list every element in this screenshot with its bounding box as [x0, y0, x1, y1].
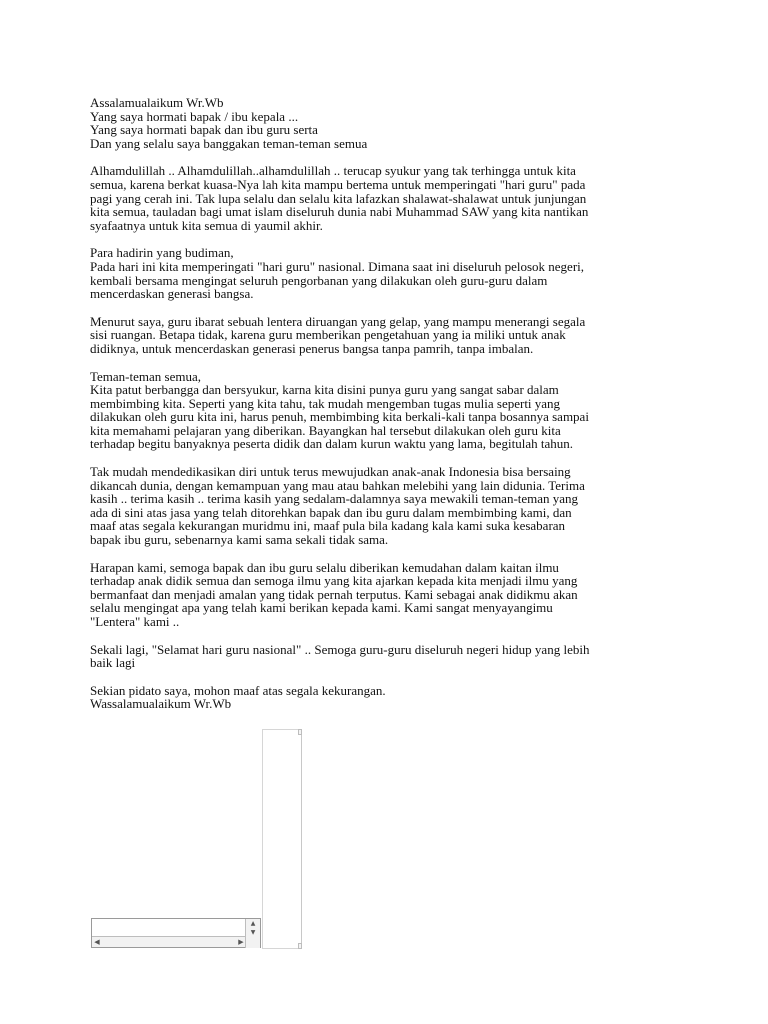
text-line: kita memahami pelajaran yang diberikan. Bayangkan hal tersebut dilakukan oleh guru kita	[90, 422, 561, 438]
text-line: didiknya, untuk mencerdaskan generasi penerus bangsa tanpa pamrih, tanpa imbalan.	[90, 340, 534, 356]
paragraph	[90, 164, 680, 232]
text-line: Para hadirin yang budiman,	[90, 245, 234, 261]
scroll-up-icon[interactable]: ▲	[250, 920, 256, 927]
paragraph	[90, 643, 680, 670]
text-line: sisi ruangan. Betapa tidak, karena guru memberikan pengetahuan yang ia miliki untuk anak	[90, 327, 566, 343]
text-line: semua, karena berkat kuasa-Nya lah kita mampu bertema untuk memperingati "hari guru" pada	[90, 176, 586, 192]
text-line: selalu mengingat apa yang telah kami berikan kepada kami. Kami sangat menyayangimu	[90, 600, 553, 616]
text-line: Assalamualaikum Wr.Wb	[90, 95, 224, 110]
text-line: baik lagi	[90, 655, 136, 671]
text-line: mencerdaskan generasi bangsa.	[90, 286, 254, 302]
text-line: kita semua, tauladan bagi umat islam diseluruh dunia nabi Muhammad SAW yang kita nantikan	[90, 204, 589, 220]
vertical-scrollbar[interactable]	[245, 919, 260, 948]
scroll-left-icon[interactable]: ◀	[94, 938, 100, 946]
text-line: dilakukan oleh guru kita ini, harus penuh, membimbing kita berkali-kali tanpa bosannya sampai	[90, 409, 589, 425]
scroll-up-nub[interactable]	[298, 729, 302, 735]
text-line: Alhamdulillah .. Alhamdulillah..alhamdulillah .. terucap syukur yang tak terhingga untuk kita	[90, 163, 576, 179]
paragraph	[90, 684, 680, 711]
text-line: bermanfaat dan menjadi amalan yang tidak pernah terputus. Kami sebagai anak didikmu akan	[90, 586, 578, 602]
text-line: Harapan kami, semoga bapak dan ibu guru selalu diberikan kemudahan dalam kaitan ilmu	[90, 559, 559, 575]
paragraph	[90, 465, 680, 547]
text-line: Dan yang selalu saya banggakan teman-teman semua	[90, 135, 368, 151]
horizontal-scrollbar[interactable]	[92, 936, 246, 947]
text-line: syafaatnya untuk kita semua di yaumil akhir.	[90, 217, 323, 233]
text-line: dikancah dunia, dengan kemampuan yang mau atau bahkan melebihi yang lain didunia. Terima	[90, 477, 585, 493]
text-line: Kita patut berbangga dan bersyukur, karna kita disini punya guru yang sangat sabar dalam	[90, 382, 559, 398]
speech-document	[90, 96, 680, 725]
text-line: bapak ibu guru, sebenarnya kami sama sekali tidak sama.	[90, 532, 389, 548]
text-line: kembali bersama mengingat seluruh pengorbanan yang dilakukan oleh guru-guru dalam	[90, 272, 548, 288]
text-line: kasih .. terima kasih .. terima kasih yang sedalam-dalamnya saya mewakili teman-teman yang	[90, 491, 579, 507]
scroll-down-icon[interactable]: ▼	[250, 929, 256, 936]
text-line: terhadap begitu banyaknya peserta didik dan dalam kurun waktu yang lama, begitulah tahun.	[90, 436, 574, 452]
scroll-right-icon[interactable]: ▶	[238, 938, 244, 946]
text-line: ada di sini atas jasa yang telah ditorehkan bapak dan ibu guru dalam membimbing kami, dan	[90, 504, 572, 520]
text-line: Yang saya hormati bapak / ibu kepala ...	[90, 108, 299, 124]
text-line: Sekian pidato saya, mohon maaf atas segala kekurangan.	[90, 682, 386, 698]
empty-textarea[interactable]	[91, 918, 261, 948]
text-line: Sekali lagi, "Selamat hari guru nasional" .. Semoga guru-guru diseluruh negeri hidup yang lebih	[90, 641, 590, 657]
empty-textbox-vertical[interactable]	[262, 729, 302, 949]
text-line: Wassalamualaikum Wr.Wb	[90, 696, 232, 712]
text-line: Teman-teman semua,	[90, 368, 201, 384]
text-line: "Lentera" kami ..	[90, 614, 180, 629]
paragraph	[90, 315, 680, 356]
text-line: maaf atas segala kekurangan muridmu ini, maaf pula bila kadang kala kami suka kesabaran	[90, 518, 566, 534]
paragraph	[90, 96, 680, 150]
paragraph	[90, 246, 680, 300]
text-line: Yang saya hormati bapak dan ibu guru serta	[90, 122, 318, 138]
text-line: Tak mudah mendedikasikan diri untuk terus mewujudkan anak-anak Indonesia bisa bersaing	[90, 464, 571, 480]
text-line: Menurut saya, guru ibarat sebuah lentera diruangan yang gelap, yang mampu menerangi segala	[90, 313, 586, 329]
scroll-down-nub[interactable]	[298, 943, 302, 949]
text-line: terhadap anak didik semua dan semoga ilmu yang kita ajarkan kepada kita menjadi ilmu yang	[90, 573, 578, 589]
text-line: pagi yang cerah ini. Tak lupa selalu dan selalu kita lafazkan shalawat-shalawat untuk junjungan	[90, 190, 587, 206]
paragraph	[90, 370, 680, 452]
paragraph	[90, 561, 680, 629]
text-line: Pada hari ini kita memperingati "hari guru" nasional. Dimana saat ini diseluruh pelosok negeri,	[90, 258, 585, 274]
text-line: membimbing kita. Seperti yang kita tahu, tak mudah mengemban tugas mulia seperti yang	[90, 395, 561, 411]
